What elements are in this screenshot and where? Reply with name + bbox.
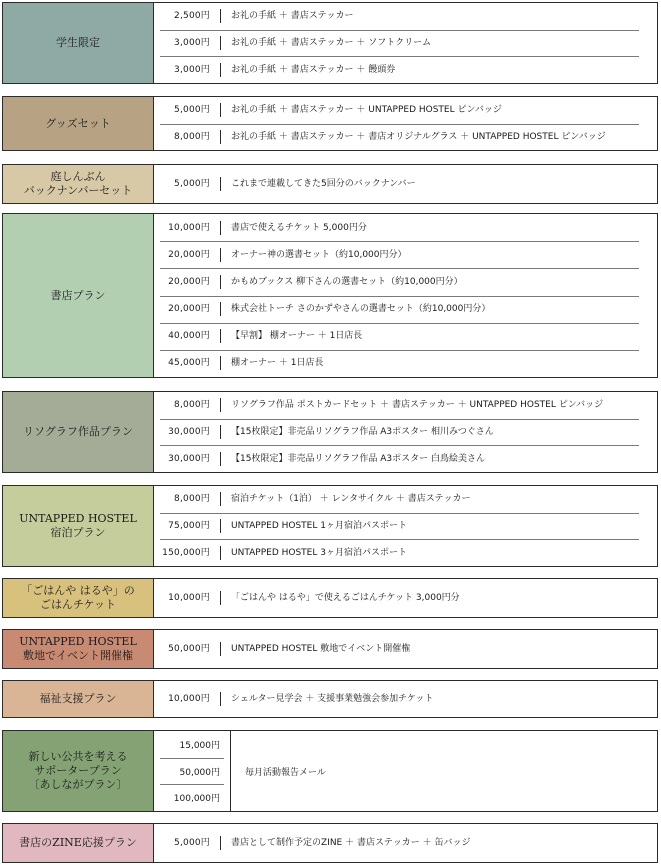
plan-row xyxy=(154,392,657,419)
plan-price: 45,000円 xyxy=(168,358,210,369)
plan-label: リソグラフ作品プラン xyxy=(3,392,154,472)
plan-price: 100,000円 xyxy=(154,784,230,811)
plan-section xyxy=(2,629,658,669)
plan-row xyxy=(154,513,657,540)
plan-price: 150,000円 xyxy=(162,547,210,558)
plan-section xyxy=(2,96,658,151)
plan-price: 20,000円 xyxy=(168,249,210,260)
plan-label: 「ごはんや はるや」の ごはんチケット xyxy=(3,579,154,617)
plan-description: 棚オーナー ＋ 1日店長 xyxy=(220,356,323,370)
plan-section xyxy=(2,578,658,618)
plan-description: かもめブックス 柳下さんの選書セット（約10,000円分） xyxy=(220,275,463,289)
plan-description: 宿泊チケット（1泊） ＋ レンタサイクル ＋ 書店ステッカー xyxy=(220,492,471,506)
plan-label: グッズセット xyxy=(3,97,154,150)
plan-description: 株式会社トーチ さのかずやさんの選書セット（約10,000円分） xyxy=(220,302,490,316)
plan-price: 5,000円 xyxy=(174,105,210,116)
plan-section xyxy=(2,730,658,812)
plan-description: 書店として制作予定のZINE ＋ 書店ステッカー ＋ 缶バッジ xyxy=(220,836,471,850)
plan-description: お礼の手紙 ＋ 書店ステッカー xyxy=(220,9,354,23)
plan-section xyxy=(2,823,658,863)
plan-description: UNTAPPED HOSTEL 1ヶ月宿泊パスポート xyxy=(220,519,407,533)
plan-description: 【15枚限定】非売品リソグラフ作品 A3ポスター 相川みつぐさん xyxy=(220,425,494,439)
plan-section xyxy=(2,680,658,718)
plan-row xyxy=(154,824,657,862)
plan-row xyxy=(154,268,657,295)
plan-row xyxy=(154,323,657,350)
plan-price: 40,000円 xyxy=(168,331,210,342)
plan-row xyxy=(154,630,657,668)
plan-row xyxy=(154,241,657,268)
plan-section xyxy=(2,391,658,473)
plan-price: 5,000円 xyxy=(174,838,210,848)
plan-row xyxy=(154,579,657,617)
plan-description: 毎月活動報告メール xyxy=(245,767,326,778)
plan-description: オーナー神の選書セット（約10,000円分） xyxy=(220,248,407,262)
plan-price: 30,000円 xyxy=(168,453,210,464)
plan-price: 10,000円 xyxy=(168,694,210,704)
plan-section xyxy=(2,485,658,567)
plan-description: これまで連載してきた5回分のバックナンバー xyxy=(220,177,416,191)
plan-price: 5,000円 xyxy=(174,179,210,189)
plan-row xyxy=(154,296,657,323)
plan-description: お礼の手紙 ＋ 書店ステッカー ＋ ソフトクリーム xyxy=(220,36,431,50)
plan-label: 新しい公共を考える サポータープラン 〔あしながプラン〕 xyxy=(3,731,154,811)
plan-label: UNTAPPED HOSTEL 宿泊プラン xyxy=(3,486,154,566)
plan-row xyxy=(154,539,657,566)
plan-price: 20,000円 xyxy=(168,304,210,315)
plan-price: 2,500円 xyxy=(174,11,210,22)
plan-label: 庭しんぶん バックナンバーセット xyxy=(3,165,154,203)
plan-description: リソグラフ作品 ポストカードセット ＋ 書店ステッカー ＋ UNTAPPED HOSTEL ピンバッジ xyxy=(220,398,603,412)
plan-description: UNTAPPED HOSTEL 3ヶ月宿泊パスポート xyxy=(220,546,407,560)
plan-label: 学生限定 xyxy=(3,3,154,83)
plan-price: 3,000円 xyxy=(174,64,210,75)
plan-price: 8,000円 xyxy=(174,400,210,411)
plan-section xyxy=(2,164,658,204)
plan-row xyxy=(154,97,657,124)
plan-row xyxy=(154,214,657,241)
plan-description: お礼の手紙 ＋ 書店ステッカー ＋ 饅頭券 xyxy=(220,63,395,77)
plan-row xyxy=(154,30,657,57)
plan-price: 75,000円 xyxy=(168,521,210,531)
plan-price: 10,000円 xyxy=(168,593,210,603)
plan-price: 20,000円 xyxy=(168,276,210,287)
plan-price: 15,000円 xyxy=(179,740,220,751)
plan-price: 50,000円 xyxy=(154,758,230,785)
plan-row xyxy=(154,486,657,513)
plan-price: 30,000円 xyxy=(168,427,210,437)
plan-row xyxy=(154,681,657,717)
plan-description: 書店で使えるチケット 5,000円分 xyxy=(220,221,367,235)
plan-description: 「ごはんや はるや」で使えるごはんチケット 3,000円分 xyxy=(220,591,460,605)
plan-description: シェルター見学会 ＋ 支援事業勉強会参加チケット xyxy=(220,692,433,706)
plan-section xyxy=(2,213,658,378)
plan-section xyxy=(2,2,658,84)
plan-row xyxy=(154,165,657,203)
plan-description: 【15枚限定】非売品リソグラフ作品 A3ポスター 白鳥絵美さん xyxy=(220,452,485,466)
plan-description: お礼の手紙 ＋ 書店ステッカー ＋ 書店オリジナルグラス ＋ UNTAPPED HOSTEL ピンバッジ xyxy=(220,130,606,144)
plan-price: 8,000円 xyxy=(174,494,210,505)
plan-price: 10,000円 xyxy=(168,222,210,233)
plan-price: 50,000円 xyxy=(168,644,210,654)
plan-price: 8,000円 xyxy=(174,131,210,142)
plan-row xyxy=(154,56,657,83)
plan-row xyxy=(154,419,657,446)
plan-row xyxy=(154,350,657,377)
plan-row xyxy=(154,124,657,151)
plan-label: 書店プラン xyxy=(3,214,154,377)
plan-label: 福祉支援プラン xyxy=(3,681,154,717)
plan-row xyxy=(154,445,657,472)
plan-label: UNTAPPED HOSTEL 敷地でイベント開催権 xyxy=(3,630,154,668)
plan-description: 【早割】 棚オーナー ＋ 1日店長 xyxy=(220,329,362,343)
plan-row xyxy=(154,3,657,30)
plan-price: 3,000円 xyxy=(174,38,210,48)
plan-label: 書店のZINE応援プラン xyxy=(3,824,154,862)
plan-description: UNTAPPED HOSTEL 敷地でイベント開催権 xyxy=(220,642,410,656)
plan-description: お礼の手紙 ＋ 書店ステッカー ＋ UNTAPPED HOSTEL ピンバッジ xyxy=(220,103,502,117)
